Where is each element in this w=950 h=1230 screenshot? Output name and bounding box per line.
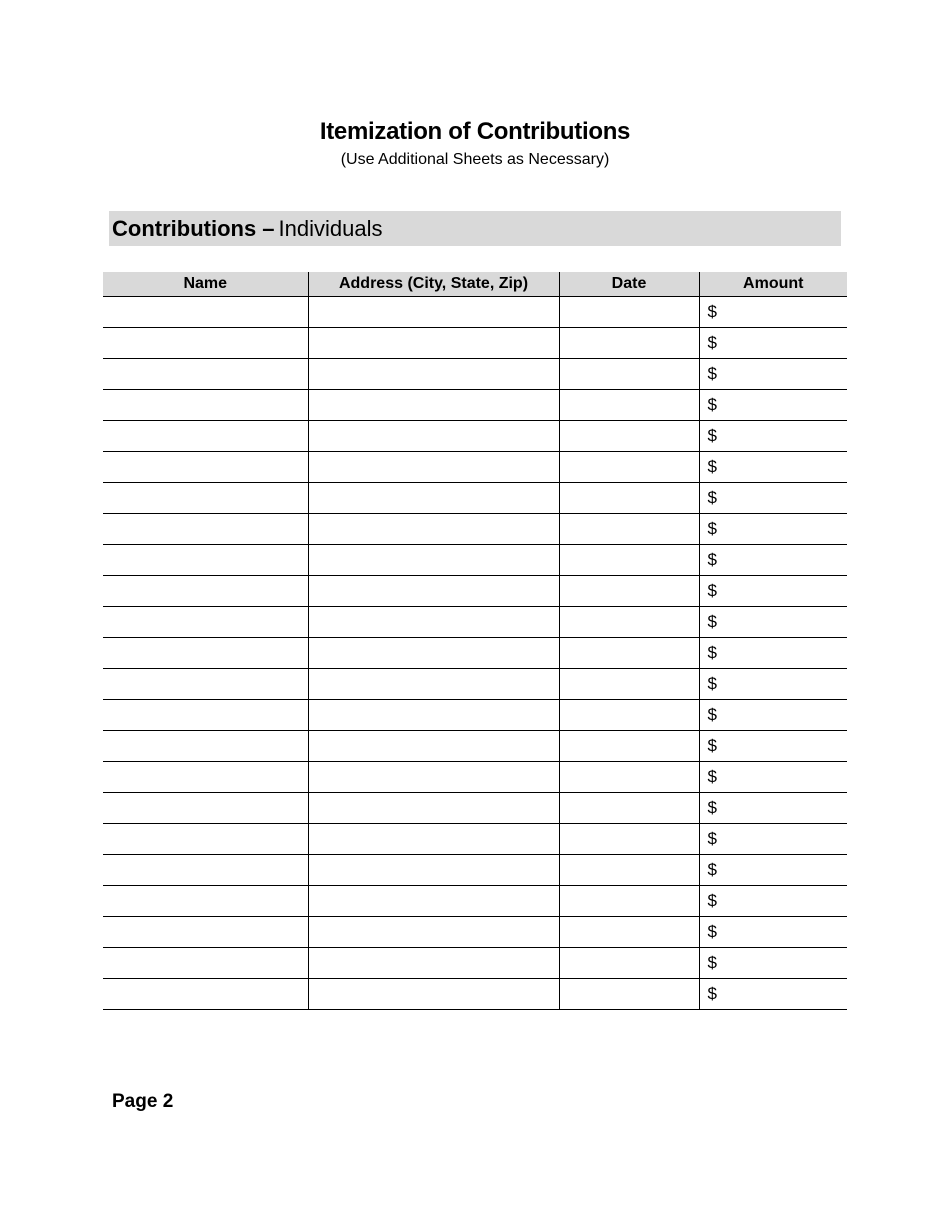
name-cell[interactable] [103, 917, 308, 948]
table-row [103, 700, 847, 731]
name-cell[interactable] [103, 669, 308, 700]
section-title-bold: Contributions – [112, 215, 275, 241]
address-cell[interactable] [308, 917, 559, 948]
table-row [103, 607, 847, 638]
table-row [103, 297, 847, 328]
address-cell[interactable] [308, 545, 559, 576]
date-cell[interactable] [559, 421, 699, 452]
amount-cell[interactable]: $ [699, 886, 847, 917]
table-row [103, 421, 847, 452]
amount-cell[interactable]: $ [699, 700, 847, 731]
amount-cell[interactable]: $ [699, 762, 847, 793]
date-cell[interactable] [559, 514, 699, 545]
amount-cell[interactable]: $ [699, 824, 847, 855]
table-row [103, 855, 847, 886]
amount-cell[interactable]: $ [699, 793, 847, 824]
name-cell[interactable] [103, 886, 308, 917]
amount-cell[interactable]: $ [699, 421, 847, 452]
name-cell[interactable] [103, 607, 308, 638]
address-cell[interactable] [308, 452, 559, 483]
page-number: Page 2 [112, 1091, 174, 1112]
date-cell[interactable] [559, 855, 699, 886]
column-header-date: Date [559, 272, 699, 297]
address-cell[interactable] [308, 514, 559, 545]
name-cell[interactable] [103, 328, 308, 359]
name-cell[interactable] [103, 948, 308, 979]
address-cell[interactable] [308, 979, 559, 1010]
table-row [103, 793, 847, 824]
table-row [103, 452, 847, 483]
date-cell[interactable] [559, 762, 699, 793]
name-cell[interactable] [103, 638, 308, 669]
date-cell[interactable] [559, 390, 699, 421]
table-header-row [103, 272, 847, 297]
date-cell[interactable] [559, 576, 699, 607]
name-cell[interactable] [103, 545, 308, 576]
amount-cell[interactable]: $ [699, 855, 847, 886]
address-cell[interactable] [308, 421, 559, 452]
date-cell[interactable] [559, 669, 699, 700]
name-cell[interactable] [103, 762, 308, 793]
column-header-address: Address (City, State, Zip) [308, 272, 559, 297]
name-cell[interactable] [103, 576, 308, 607]
name-cell[interactable] [103, 514, 308, 545]
address-cell[interactable] [308, 359, 559, 390]
date-cell[interactable] [559, 297, 699, 328]
address-cell[interactable] [308, 607, 559, 638]
amount-cell[interactable]: $ [699, 297, 847, 328]
date-cell[interactable] [559, 824, 699, 855]
amount-cell[interactable]: $ [699, 576, 847, 607]
section-title-normal: Individuals [278, 215, 383, 241]
amount-cell[interactable]: $ [699, 669, 847, 700]
address-cell[interactable] [308, 576, 559, 607]
name-cell[interactable] [103, 483, 308, 514]
amount-cell[interactable]: $ [699, 731, 847, 762]
page-title: Itemization of Contributions [319, 118, 631, 145]
address-cell[interactable] [308, 297, 559, 328]
date-cell[interactable] [559, 948, 699, 979]
address-cell[interactable] [308, 886, 559, 917]
address-cell[interactable] [308, 824, 559, 855]
name-cell[interactable] [103, 359, 308, 390]
table-row [103, 886, 847, 917]
table-row [103, 514, 847, 545]
amount-cell[interactable]: $ [699, 979, 847, 1010]
date-cell[interactable] [559, 359, 699, 390]
name-cell[interactable] [103, 390, 308, 421]
table-row [103, 483, 847, 514]
amount-cell[interactable]: $ [699, 452, 847, 483]
contributions-table [103, 272, 847, 1010]
table-row [103, 824, 847, 855]
date-cell[interactable] [559, 328, 699, 359]
date-cell[interactable] [559, 700, 699, 731]
page-subtitle: (Use Additional Sheets as Necessary) [340, 151, 610, 168]
date-cell[interactable] [559, 607, 699, 638]
date-cell[interactable] [559, 638, 699, 669]
table-row [103, 545, 847, 576]
amount-cell[interactable]: $ [699, 545, 847, 576]
column-header-name: Name [103, 272, 308, 297]
section-header [109, 211, 841, 246]
amount-cell[interactable]: $ [699, 328, 847, 359]
table-row [103, 762, 847, 793]
date-cell[interactable] [559, 452, 699, 483]
name-cell[interactable] [103, 700, 308, 731]
date-cell[interactable] [559, 979, 699, 1010]
amount-cell[interactable]: $ [699, 917, 847, 948]
table-row [103, 390, 847, 421]
address-cell[interactable] [308, 700, 559, 731]
date-cell[interactable] [559, 545, 699, 576]
amount-cell[interactable]: $ [699, 390, 847, 421]
table-row [103, 917, 847, 948]
address-cell[interactable] [308, 483, 559, 514]
address-cell[interactable] [308, 855, 559, 886]
date-cell[interactable] [559, 731, 699, 762]
name-cell[interactable] [103, 855, 308, 886]
name-cell[interactable] [103, 731, 308, 762]
amount-cell[interactable]: $ [699, 638, 847, 669]
column-header-amount: Amount [699, 272, 847, 297]
address-cell[interactable] [308, 638, 559, 669]
amount-cell[interactable]: $ [699, 607, 847, 638]
address-cell[interactable] [308, 390, 559, 421]
name-cell[interactable] [103, 297, 308, 328]
date-cell[interactable] [559, 917, 699, 948]
address-cell[interactable] [308, 328, 559, 359]
name-cell[interactable] [103, 421, 308, 452]
name-cell[interactable] [103, 979, 308, 1010]
date-cell[interactable] [559, 886, 699, 917]
table-row [103, 669, 847, 700]
table-row [103, 731, 847, 762]
table-row [103, 948, 847, 979]
table-row [103, 328, 847, 359]
address-cell[interactable] [308, 669, 559, 700]
amount-cell[interactable]: $ [699, 483, 847, 514]
address-cell[interactable] [308, 762, 559, 793]
address-cell[interactable] [308, 793, 559, 824]
amount-cell[interactable]: $ [699, 514, 847, 545]
table-row [103, 359, 847, 390]
date-cell[interactable] [559, 483, 699, 514]
amount-cell[interactable]: $ [699, 359, 847, 390]
table-row [103, 979, 847, 1010]
table-row [103, 638, 847, 669]
date-cell[interactable] [559, 793, 699, 824]
address-cell[interactable] [308, 731, 559, 762]
name-cell[interactable] [103, 452, 308, 483]
table-row [103, 576, 847, 607]
name-cell[interactable] [103, 793, 308, 824]
amount-cell[interactable]: $ [699, 948, 847, 979]
name-cell[interactable] [103, 824, 308, 855]
address-cell[interactable] [308, 948, 559, 979]
